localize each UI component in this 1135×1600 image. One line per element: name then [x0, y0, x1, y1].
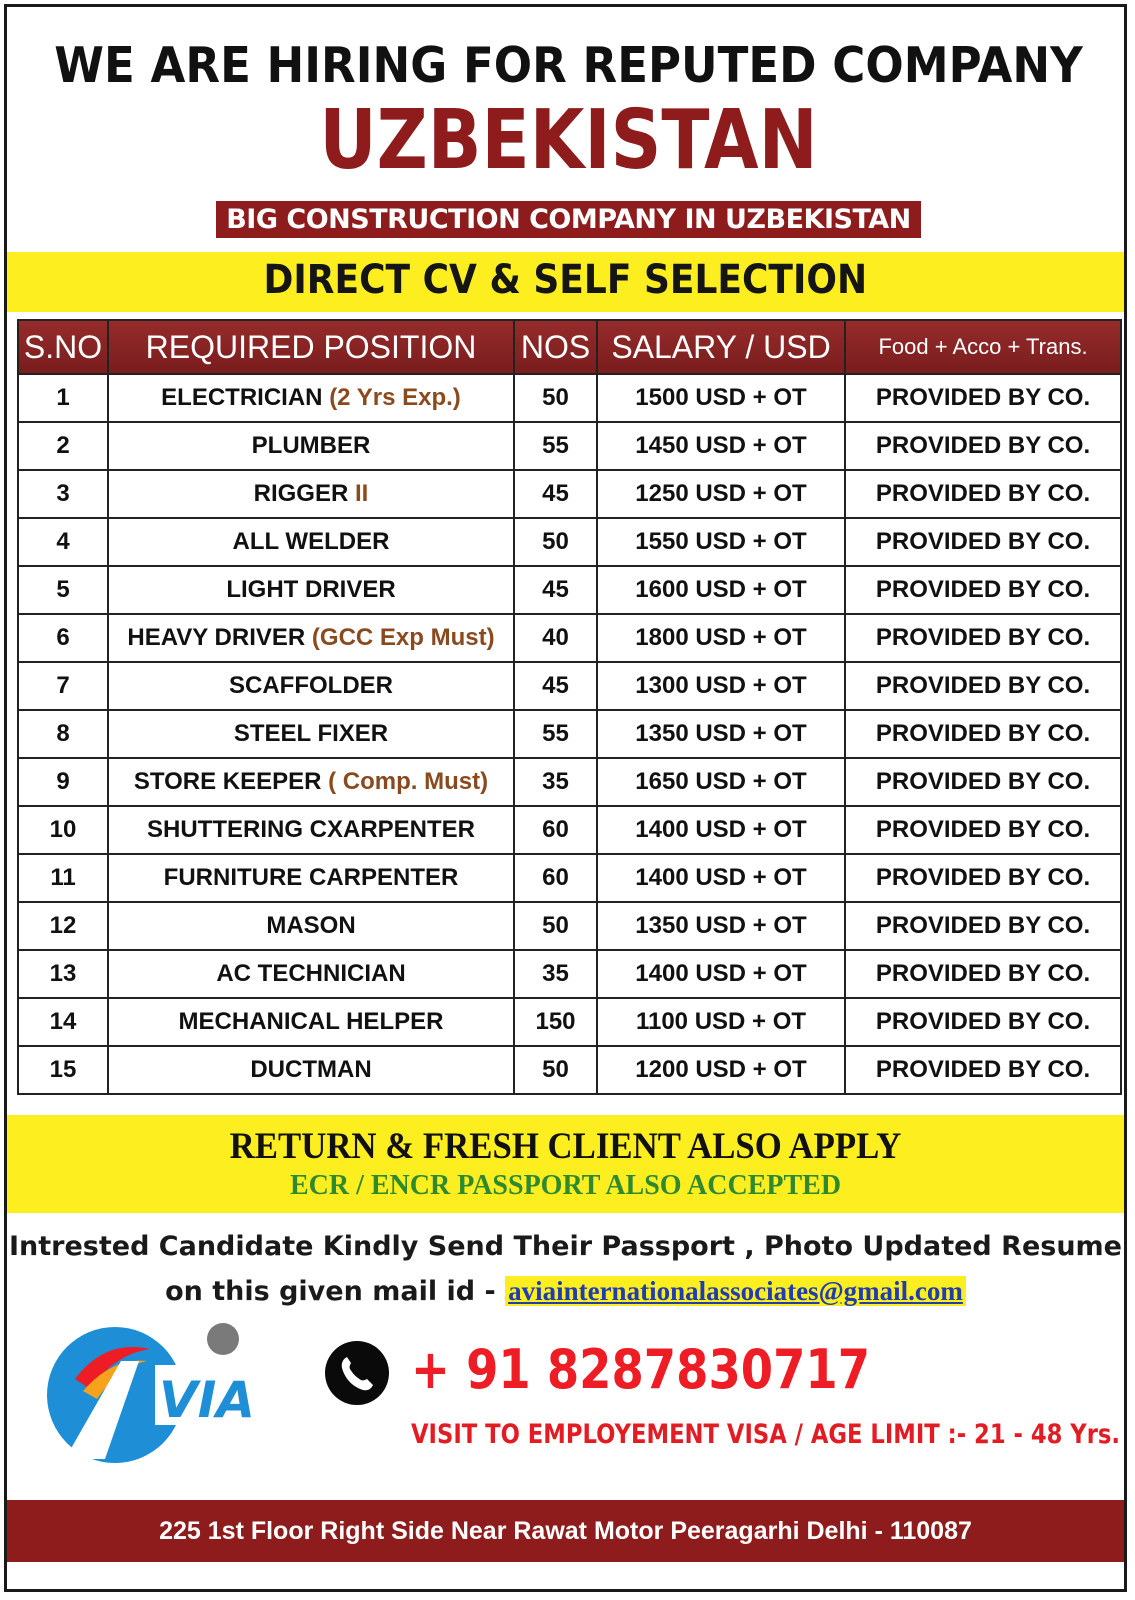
interest-line-1: Intrested Candidate Kindly Send Their Passport , Photo Updated Resume	[8, 1231, 1122, 1262]
cell-salary: 1200 USD + OT	[597, 1046, 845, 1094]
position-title: PLUMBER	[251, 432, 371, 459]
table-row	[18, 662, 1121, 710]
cell-salary: 1350 USD + OT	[597, 710, 845, 758]
position-title: STEEL FIXER	[233, 720, 389, 747]
cell-salary: 1800 USD + OT	[597, 614, 845, 662]
position-title: SHUTTERING CXARPENTER	[146, 816, 476, 843]
cell-benefit: PROVIDED BY CO.	[845, 710, 1121, 758]
cell-benefit: PROVIDED BY CO.	[845, 998, 1121, 1046]
cell-salary: 1400 USD + OT	[597, 950, 845, 998]
table-row	[18, 710, 1121, 758]
position-title: LIGHT DRIVER	[226, 576, 396, 603]
logo-badge	[207, 1323, 239, 1355]
table-row	[18, 902, 1121, 950]
table-row	[18, 422, 1121, 470]
cell-position	[108, 854, 514, 902]
phone-number[interactable]: + 91 8287830717	[411, 1338, 871, 1401]
table-body	[18, 374, 1121, 1094]
cell-position	[108, 518, 514, 566]
interest-text	[7, 1225, 1124, 1314]
footer-address: 225 1st Floor Right Side Near Rawat Motor Peeragarhi Delhi - 110087	[7, 1500, 1124, 1562]
country-title: UZBEKISTAN	[319, 93, 818, 188]
cell-sno: 3	[18, 470, 108, 518]
cell-benefit: PROVIDED BY CO.	[845, 902, 1121, 950]
cell-position	[108, 998, 514, 1046]
cell-position	[108, 662, 514, 710]
cell-nos: 60	[514, 806, 597, 854]
cell-position	[108, 470, 514, 518]
table-header-row	[18, 320, 1121, 374]
headline: WE ARE HIRING FOR REPUTED COMPANY	[54, 37, 1083, 94]
cell-position	[108, 374, 514, 422]
ecr-text: ECR / ENCR PASSPORT ALSO ACCEPTED	[289, 1170, 842, 1201]
cell-benefit: PROVIDED BY CO.	[845, 806, 1121, 854]
interest-line-2	[7, 1269, 1124, 1314]
cell-sno: 15	[18, 1046, 108, 1094]
cell-position	[108, 758, 514, 806]
cell-sno: 8	[18, 710, 108, 758]
cell-sno: 7	[18, 662, 108, 710]
position-note: (2 Yrs Exp.)	[329, 384, 461, 411]
header-benefits: Food + Acco + Trans.	[845, 320, 1121, 374]
cell-sno: 5	[18, 566, 108, 614]
poster-frame	[4, 4, 1127, 1592]
cell-nos: 50	[514, 902, 597, 950]
cell-benefit: PROVIDED BY CO.	[845, 758, 1121, 806]
cell-benefit: PROVIDED BY CO.	[845, 566, 1121, 614]
cell-sno: 12	[18, 902, 108, 950]
cell-nos: 40	[514, 614, 597, 662]
cell-nos: 50	[514, 518, 597, 566]
cell-position	[108, 1046, 514, 1094]
position-title: ELECTRICIAN	[161, 384, 323, 411]
cell-nos: 55	[514, 422, 597, 470]
logo-text: VIA	[159, 1371, 255, 1429]
cell-nos: 45	[514, 470, 597, 518]
position-title: RIGGER	[253, 480, 349, 507]
cell-salary: 1100 USD + OT	[597, 998, 845, 1046]
cell-nos: 60	[514, 854, 597, 902]
cell-sno: 6	[18, 614, 108, 662]
subline-wrap	[7, 201, 1130, 238]
cell-salary: 1400 USD + OT	[597, 806, 845, 854]
cell-position	[108, 902, 514, 950]
position-title: AC TECHNICIAN	[216, 960, 406, 987]
cell-position	[108, 806, 514, 854]
cell-salary: 1250 USD + OT	[597, 470, 845, 518]
table-row	[18, 566, 1121, 614]
table-row	[18, 518, 1121, 566]
cell-nos: 45	[514, 662, 597, 710]
cell-benefit: PROVIDED BY CO.	[845, 1046, 1121, 1094]
visa-note: VISIT TO EMPLOYEMENT VISA / AGE LIMIT :- 21 - 48 Yrs.	[411, 1419, 1121, 1450]
cell-position	[108, 710, 514, 758]
table-row	[18, 374, 1121, 422]
cell-sno: 4	[18, 518, 108, 566]
table-row	[18, 854, 1121, 902]
cell-salary: 1600 USD + OT	[597, 566, 845, 614]
cell-nos: 150	[514, 998, 597, 1046]
selection-text: DIRECT CV & SELF SELECTION	[263, 257, 868, 303]
header-position: REQUIRED POSITION	[108, 320, 514, 374]
position-note: ( Comp. Must)	[328, 768, 489, 795]
cell-salary: 1350 USD + OT	[597, 902, 845, 950]
position-title: HEAVY DRIVER	[127, 624, 306, 651]
position-title: FURNITURE CARPENTER	[163, 864, 459, 891]
cell-nos: 55	[514, 710, 597, 758]
cell-nos: 35	[514, 758, 597, 806]
cell-salary: 1550 USD + OT	[597, 518, 845, 566]
cell-nos: 45	[514, 566, 597, 614]
cell-benefit: PROVIDED BY CO.	[845, 854, 1121, 902]
selection-band	[7, 252, 1124, 312]
phone-icon	[325, 1341, 389, 1405]
header-salary: SALARY / USD	[597, 320, 845, 374]
interest-line-2-text: on this given mail id -	[165, 1276, 496, 1307]
table-row	[18, 470, 1121, 518]
cell-salary: 1650 USD + OT	[597, 758, 845, 806]
return-text: RETURN & FRESH CLIENT ALSO APPLY	[229, 1126, 902, 1167]
cell-salary: 1500 USD + OT	[597, 374, 845, 422]
cell-sno: 10	[18, 806, 108, 854]
cell-benefit: PROVIDED BY CO.	[845, 518, 1121, 566]
header-sno: S.NO	[18, 320, 108, 374]
cell-benefit: PROVIDED BY CO.	[845, 422, 1121, 470]
cell-sno: 13	[18, 950, 108, 998]
subline: BIG CONSTRUCTION COMPANY IN UZBEKISTAN	[216, 201, 921, 238]
position-title: STORE KEEPER	[133, 768, 322, 795]
cell-salary: 1450 USD + OT	[597, 422, 845, 470]
cell-position	[108, 950, 514, 998]
position-note: II	[355, 480, 369, 507]
cell-position	[108, 566, 514, 614]
apply-band	[7, 1115, 1124, 1213]
cell-benefit: PROVIDED BY CO.	[845, 662, 1121, 710]
position-title: DUCTMAN	[250, 1056, 372, 1083]
header-nos: NOS	[514, 320, 597, 374]
jobs-table	[17, 319, 1122, 1095]
cell-sno: 9	[18, 758, 108, 806]
cell-sno: 1	[18, 374, 108, 422]
table-row	[18, 806, 1121, 854]
table-row	[18, 758, 1121, 806]
cell-benefit: PROVIDED BY CO.	[845, 614, 1121, 662]
cell-benefit: PROVIDED BY CO.	[845, 374, 1121, 422]
cell-nos: 50	[514, 374, 597, 422]
cell-benefit: PROVIDED BY CO.	[845, 950, 1121, 998]
cell-sno: 11	[18, 854, 108, 902]
cell-position	[108, 422, 514, 470]
position-title: SCAFFOLDER	[229, 672, 393, 699]
avia-logo	[35, 1319, 267, 1469]
cell-nos: 50	[514, 1046, 597, 1094]
table-row	[18, 950, 1121, 998]
cell-sno: 2	[18, 422, 108, 470]
cell-salary: 1300 USD + OT	[597, 662, 845, 710]
table-row	[18, 1046, 1121, 1094]
table-row	[18, 614, 1121, 662]
position-note: (GCC Exp Must)	[311, 624, 495, 651]
position-title: MASON	[266, 912, 356, 939]
cell-position	[108, 614, 514, 662]
position-title: ALL WELDER	[232, 528, 390, 555]
table-row	[18, 998, 1121, 1046]
email-link[interactable]: aviainternationalassociates@gmail.com	[505, 1276, 966, 1306]
position-title: MECHANICAL HELPER	[178, 1008, 444, 1035]
cell-sno: 14	[18, 998, 108, 1046]
cell-salary: 1400 USD + OT	[597, 854, 845, 902]
cell-benefit: PROVIDED BY CO.	[845, 470, 1121, 518]
cell-nos: 35	[514, 950, 597, 998]
